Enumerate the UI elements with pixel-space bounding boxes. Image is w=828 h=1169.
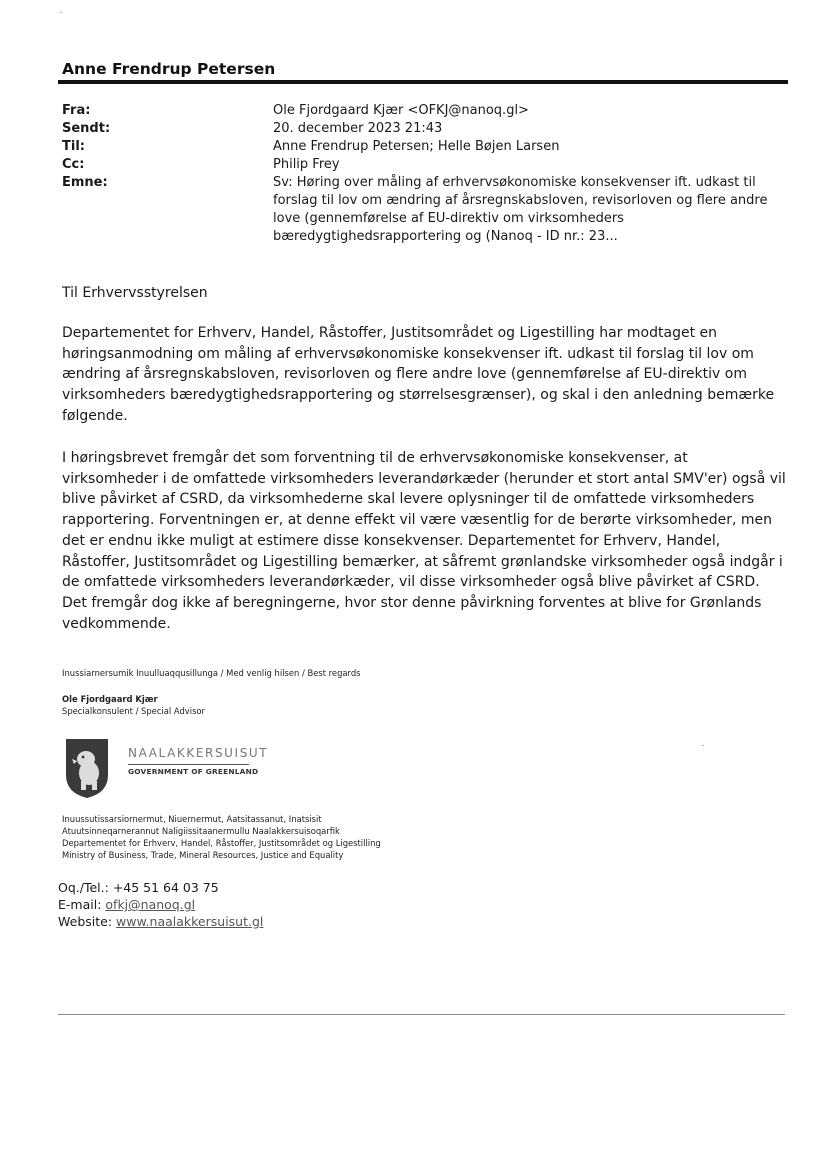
contact-email — [58, 896, 195, 913]
header-value: Sv: Høring over måling af erhvervsøkonomiske konsekvenser ift. udkast til forslag til lov om ændring af årsregnskabsloven, revisorloven og flere andre love (gennemførelse af EU-direktiv om virksomheders bæredygtighedsrapportering og (Nanoq - ID nr.: 23... — [273, 175, 768, 244]
header-value: Ole Fjordgaard Kjær <OFKJ@nanoq.gl> — [273, 103, 529, 118]
greenland-coat-of-arms-icon — [64, 737, 110, 799]
header-label: Til: — [62, 139, 85, 154]
website-link[interactable]: www.naalakkersuisut.gl — [116, 914, 264, 929]
department-line: Inuussutissarsiornermut, Niuernermut, Aatsitassanut, Inatsisit — [62, 814, 322, 824]
body-paragraph: Departementet for Erhverv, Handel, Råstoffer, Justitsområdet og Ligestilling har modtaget en høringsanmodning om måling af erhvervsøkonomiske konsekvenser ift. udkast til forslag til lov om ændring af årsregnskabsloven, revisorloven og flere andre love (gennemførelse af EU-direktiv om virksomheders bæredygtighedsrapportering og størrelsesgrænser), og skal i den anledning bemærke følgende. — [62, 325, 775, 424]
org-name: NAALAKKERSUISUT — [128, 746, 269, 760]
header-label: Sendt: — [62, 121, 111, 136]
scan-speck — [60, 12, 62, 13]
org-divider — [128, 764, 249, 765]
scan-speck — [702, 745, 704, 746]
contact-phone — [58, 879, 219, 896]
website-label: Website: — [58, 914, 113, 929]
header-value: 20. december 2023 21:43 — [273, 121, 443, 136]
header-label: Emne: — [62, 175, 108, 190]
department-line: Departementet for Erhverv, Handel, Råstoffer, Justitsområdet og Ligestilling — [62, 838, 381, 848]
phone-number: +45 51 64 03 75 — [112, 880, 219, 895]
header-value: Philip Frey — [273, 157, 340, 172]
phone-label: Oq./Tel.: — [58, 880, 109, 895]
signature-name: Ole Fjordgaard Kjær — [62, 694, 158, 704]
closing-regards: Inussiarnersumik Inuulluaqqusillunga / Med venlig hilsen / Best regards — [62, 668, 361, 678]
footer-divider — [58, 1014, 785, 1015]
email-link[interactable]: ofkj@nanoq.gl — [105, 897, 196, 912]
contact-website — [58, 913, 263, 930]
header-label: Cc: — [62, 157, 85, 172]
department-line: Ministry of Business, Trade, Mineral Resources, Justice and Equality — [62, 850, 344, 860]
mailbox-owner-name: Anne Frendrup Petersen — [62, 60, 276, 78]
header-label: Fra: — [62, 103, 91, 118]
org-subtitle: GOVERNMENT OF GREENLAND — [128, 767, 259, 776]
signature-title: Specialkonsulent / Special Advisor — [62, 706, 205, 716]
department-line: Atuutsinneqarnerannut Naligiissitaanermullu Naalakkersuisoqarfik — [62, 826, 340, 836]
header-value: Anne Frendrup Petersen; Helle Bøjen Larsen — [273, 139, 560, 154]
header-divider — [58, 80, 788, 84]
body-paragraph: I høringsbrevet fremgår det som forventning til de erhvervsøkonomiske konsekvenser, at virksomheder i de omfattede virksomheders leverandørkæder (herunder et stort antal SMV'er) også vil blive påvirket af CSRD, da virksomhederne skal levere oplysninger til de omfattede virksomheders rapportering. Forventningen er, at denne effekt vil være væsentlig for de berørte virksomheder, men det er endnu ikke muligt at estimere disse konsekvenser. Departementet for Erhverv, Handel, Råstoffer, Justitsområdet og Ligestilling bemærker, at såfremt grønlandske virksomheder også indgår i de omfattede virksomheders leverandørkæder, vil disse virksomheder også blive påvirket af CSRD. Det fremgår dog ikke af beregningerne, hvor stor denne påvirkning forventes at blive for Grønlands vedkommende. — [62, 450, 786, 632]
email-label: E-mail: — [58, 897, 102, 912]
greeting: Til Erhvervsstyrelsen — [62, 285, 208, 301]
